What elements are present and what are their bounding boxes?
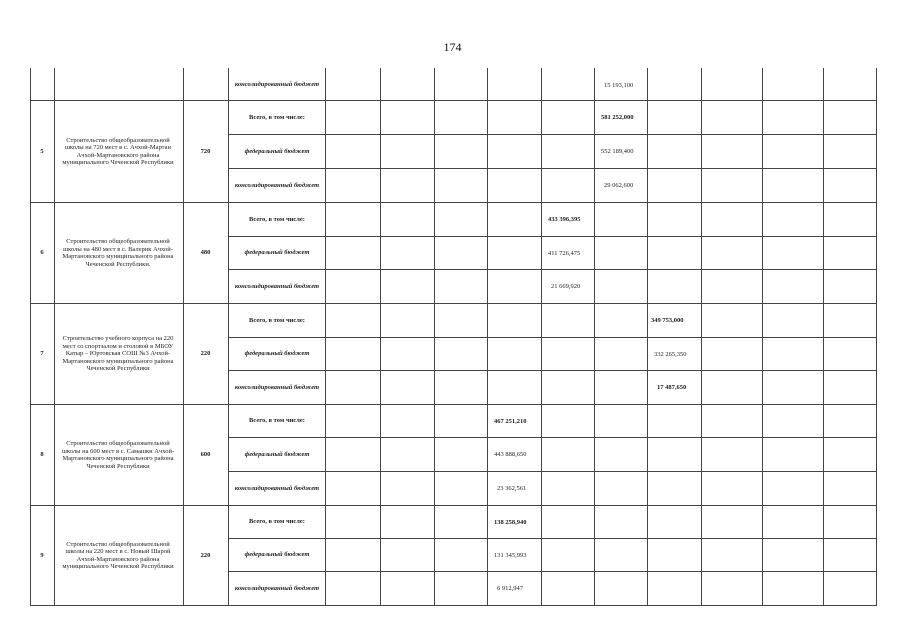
budget-type-label: консолидированный бюджет <box>234 584 320 592</box>
column-divider <box>54 68 55 606</box>
budget-type-label: Всего, в том числе: <box>249 215 305 223</box>
subrow-divider <box>228 571 877 572</box>
capacity-value: 220 <box>200 350 211 358</box>
value-cell: 552 189,400 <box>601 148 634 155</box>
budget-type-label: консолидированный бюджет <box>234 383 320 391</box>
budget-type-label: федеральный бюджет <box>244 147 310 155</box>
row-number: 8 <box>40 451 44 459</box>
value-cell: 332 265,350 <box>654 350 687 358</box>
budget-type-label: федеральный бюджет <box>244 350 310 358</box>
value-cell: 29 062,600 <box>604 182 634 189</box>
value-cell: 467 251,210 <box>494 417 527 425</box>
budget-type-label: Всего, в том числе: <box>249 417 305 425</box>
capacity-value: 220 <box>200 551 211 559</box>
budget-type-label: консолидированный бюджет <box>234 282 320 290</box>
table-border-bottom <box>30 605 877 606</box>
value-cell: 138 258,940 <box>494 518 527 526</box>
capacity-value: 600 <box>200 451 211 459</box>
project-name: Строительство учебного корпуса на 220 мест со спортзалом и столовой в МБОУ Катыр – Юртовская СОШ №3 Ачхой-Мартановского муниципального района Чеченской Республики <box>62 335 174 373</box>
budget-type-label: Всего, в том числе: <box>249 316 305 324</box>
row-number: 6 <box>40 249 44 257</box>
value-cell: 411 726,475 <box>548 249 581 257</box>
subrow-divider <box>228 134 877 135</box>
project-name: Строительство общеобразовательной школы на 480 мест в с. Валерик Ачхой-Мартановского муниципального района Чеченской Республики. <box>62 238 174 268</box>
budget-type-label: федеральный бюджет <box>244 551 310 559</box>
page-number: 174 <box>443 40 462 54</box>
subrow-divider <box>228 168 877 169</box>
project-name: Строительство общеобразовательной школы на 220 мест в с. Новый Шарой Ачхой-Мартановского района муниципального Чеченской Республики <box>62 540 174 570</box>
value-cell: 443 888,650 <box>494 451 527 458</box>
value-cell: 21 669,920 <box>551 283 581 290</box>
subrow-divider <box>228 437 877 438</box>
value-cell: 23 362,561 <box>497 485 527 492</box>
project-name: Строительство общеобразовательной школы на 600 мест в с. Самашки Ачхой-Мартановского муниципального района Чеченской Республики <box>61 440 175 470</box>
capacity-value: 720 <box>200 147 211 155</box>
subrow-divider <box>228 370 877 371</box>
budget-type-label: консолидированный бюджет <box>234 181 320 189</box>
budget-type-label: консолидированный бюджет <box>234 484 320 492</box>
row-number: 9 <box>40 551 44 559</box>
value-cell: 6 912,947 <box>497 585 523 592</box>
value-cell: 433 396,395 <box>548 216 581 223</box>
value-cell: 17 487,650 <box>657 384 687 391</box>
capacity-value: 480 <box>200 249 211 257</box>
budget-type-label: Всего, в том числе: <box>249 113 305 121</box>
value-cell: 349 753,000 <box>651 317 684 324</box>
budget-type-label: Всего, в том числе: <box>249 518 305 526</box>
subrow-divider <box>228 337 877 338</box>
project-name: Строительство общеобразовательной школы на 720 мест в с. Ачхой-Мартан Ачхой-Мартановского района муниципального Чеченской Республики <box>62 136 174 166</box>
subrow-divider <box>228 471 877 472</box>
value-cell: 131 345,993 <box>494 551 527 559</box>
value-cell: 581 252,000 <box>601 114 634 121</box>
budget-type-label: федеральный бюджет <box>244 249 310 257</box>
value-cell: 15 193,100 <box>604 81 634 89</box>
budget-type-label: консолидированный бюджет <box>234 81 320 89</box>
row-number: 7 <box>40 350 44 358</box>
budget-type-label: федеральный бюджет <box>244 450 310 458</box>
subrow-divider <box>228 538 877 539</box>
row-number: 5 <box>40 147 44 155</box>
